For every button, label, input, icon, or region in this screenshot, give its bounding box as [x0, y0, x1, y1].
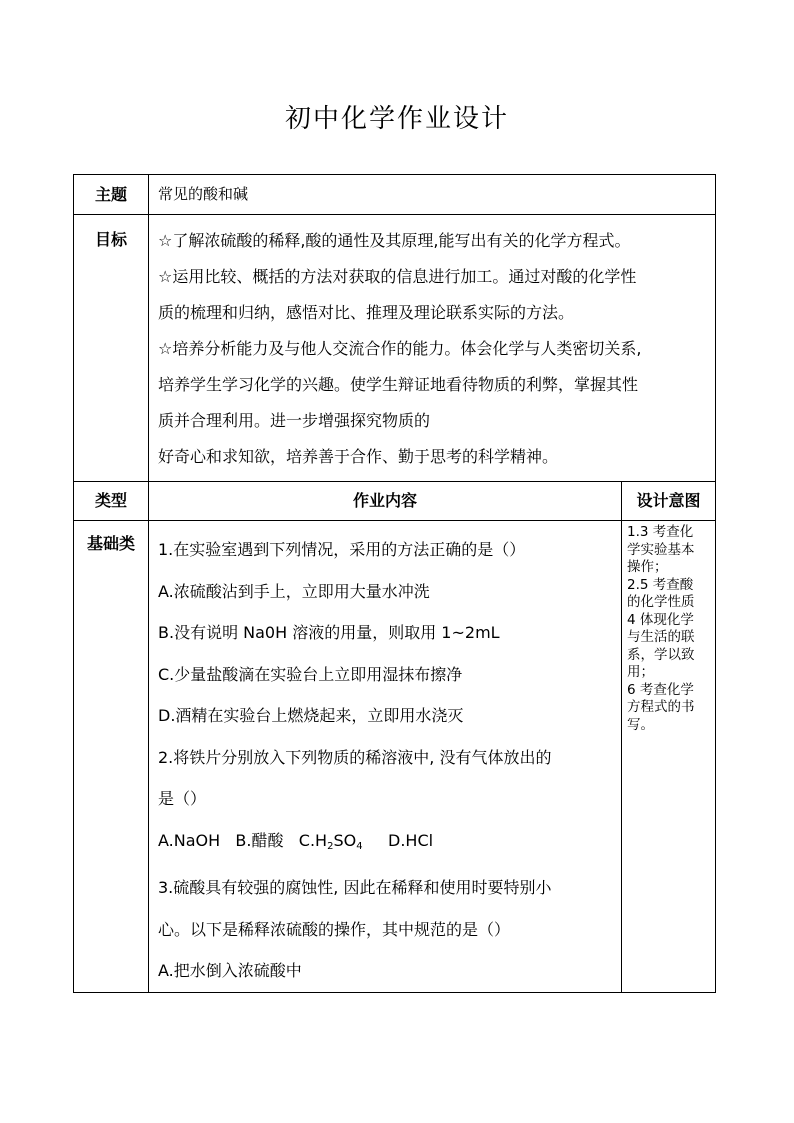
homework-content	[149, 521, 622, 993]
design-line: 写。	[627, 716, 654, 733]
design-line: 系，学以致	[627, 646, 695, 663]
goal-line: ☆运用比较、概括的方法对获取的信息进行加工。通过对酸的化学性	[158, 267, 637, 286]
design-line: 1.3 考查化	[627, 524, 694, 540]
topic-row	[74, 175, 716, 215]
design-line: 2.5 考查酸	[627, 576, 694, 593]
option-c	[299, 831, 363, 850]
header-design: 设计意图	[622, 482, 716, 521]
topic-label: 主题	[74, 175, 149, 215]
option-c-sub: 2	[327, 840, 334, 852]
goal-line: ☆培养分析能力及与他人交流合作的能力。体会化学与人类密切关系,	[158, 339, 642, 358]
design-line: 操作；	[627, 559, 668, 575]
question-line: C.少量盐酸滴在实验台上立即用湿抹布擦净	[158, 664, 463, 684]
goal-line: 好奇心和求知欲，培养善于合作、勤于思考的科学精神。	[158, 447, 559, 466]
homework-table	[73, 174, 716, 993]
design-line: 方程式的书	[627, 699, 695, 715]
question-line: 3.硫酸具有较强的腐蚀性, 因此在稀释和使用时要特别小	[158, 878, 552, 897]
option-a: A.NaOH	[158, 830, 221, 850]
option-d: D.HCl	[388, 830, 434, 850]
goal-line: ☆了解浓硫酸的稀释,酸的通性及其原理,能写出有关的化学方程式。	[158, 231, 631, 250]
option-b: B.醋酸	[235, 830, 284, 850]
question-line: 2.将铁片分别放入下列物质的稀溶液中, 没有气体放出的	[158, 747, 552, 767]
goal-row	[74, 215, 716, 482]
header-content: 作业内容	[149, 482, 622, 521]
goal-content	[149, 215, 716, 482]
design-line: 6 考查化学	[627, 681, 694, 698]
row-type-label: 基础类	[74, 521, 149, 993]
goal-line: 质并合理利用。进一步增强探究物质的	[158, 411, 431, 430]
question-options	[158, 820, 615, 868]
question-line: B.没有说明 Na0H 溶液的用量，则取用 1~2mL	[158, 623, 500, 642]
topic-value: 常见的酸和碱	[149, 175, 716, 215]
header-type: 类型	[74, 482, 149, 521]
design-intent	[622, 521, 716, 993]
design-line: 用；	[627, 664, 654, 680]
question-line: 1.在实验室遇到下列情况，采用的方法正确的是（）	[158, 540, 526, 559]
option-c-part: C.H	[298, 830, 328, 850]
question-line: 心。以下是稀释浓硫酸的操作，其中规范的是（）	[158, 919, 511, 939]
basic-row	[74, 521, 716, 993]
page-title: 初中化学作业设计	[284, 104, 509, 134]
design-line: 4 体现化学	[627, 611, 694, 628]
question-line: D.酒精在实验台上燃烧起来，立即用水浇灭	[158, 706, 464, 725]
design-line: 与生活的联	[627, 629, 695, 645]
design-line: 学实验基本	[627, 541, 695, 558]
option-c-part: SO	[333, 830, 357, 850]
design-line: 的化学性质	[627, 594, 695, 610]
goal-line: 质的梳理和归纳，感悟对比、推理及理论联系实际的方法。	[158, 303, 575, 322]
question-line: A.把水倒入浓硫酸中	[158, 961, 302, 980]
goal-label: 目标	[74, 215, 149, 482]
option-c-sub: 4	[356, 840, 363, 852]
question-line: A.浓硫酸沾到手上，立即用大量水冲洗	[158, 581, 430, 601]
header-row	[74, 482, 716, 521]
question-line: 是（）	[158, 789, 207, 808]
goal-line: 培养学生学习化学的兴趣。使学生辩证地看待物质的利弊，掌握其性	[158, 375, 639, 394]
